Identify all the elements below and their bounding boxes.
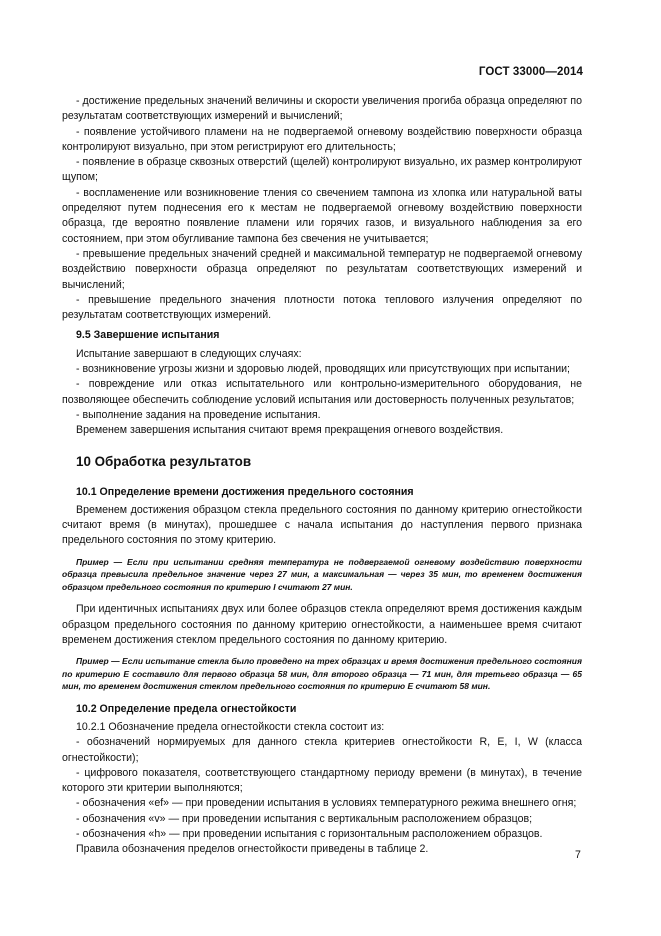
list-item: - цифрового показателя, соответствующего стандартному периоду времени (в минутах), в течение которого эти критерии выполняются; [62, 766, 582, 795]
page-number: 7 [575, 849, 581, 861]
document-body [62, 94, 582, 858]
paragraph: При идентичных испытаниях двух или более образцов стекла определяют время достижения каждым образцом предельного состояния по данному критерию огнестойкости, а наименьшее время считают временем достижения стеклом предельного состояния по данному критерию. [62, 603, 582, 646]
list-item: - выполнение задания на проведение испытания. [76, 408, 321, 421]
list-item: - повреждение или отказ испытательного или контрольно-измерительного оборудования, не позволяющее обеспечить соблюдение условий испытания или достоверность полученных результатов; [62, 378, 582, 406]
paragraph: Временем завершения испытания считают время прекращения огневого воздействия. [76, 424, 504, 437]
list-item: - возникновение угрозы жизни и здоровью людей, проводящих или присутствующих при испытании; [76, 363, 570, 376]
example-note: Пример — Если при испытании средняя температура не подвергаемой огневому воздействию поверхности образца превысила предельное значение через 27 мин, а максимальная — через 35 мин, то временем достижения образцом предельного состояния по критерию I считают 27 мин. [62, 556, 582, 592]
list-item: - обозначения «v» — при проведении испытания с вертикальным расположением образцов; [76, 812, 533, 825]
list-item: - обозначения «ef» — при проведении испытания в условиях температурного режима внешнего огня; [76, 797, 577, 810]
list-item: - воспламенение или возникновение тления со свечением тампона из хлопка или натуральной ваты определяют путем поднесения его к местам не подвергаемой огневому воздействию поверхности образца, где вероятно появление пламени или горячих газов, и визуального наблюдения за его состоянием, при этом обугливание тампона без свечения не учитывается; [62, 186, 582, 245]
list-item: - обозначений нормируемых для данного стекла критериев огнестойкости R, E, I, W (класса огнестойкости); [62, 736, 582, 764]
list-item: - появление в образце сквозных отверстий (щелей) контролируют визуально, их размер контролируют щупом; [62, 156, 582, 184]
document-code: ГОСТ 33000—2014 [478, 66, 583, 78]
subsection-heading-9-5: 9.5 Завершение испытания [76, 329, 220, 342]
list-item: - превышение предельного значения плотности потока теплового излучения определяют по результатам соответствующих измерений. [62, 293, 582, 322]
section-heading-10: 10 Обработка результатов [76, 453, 252, 469]
example-note: Пример — Если испытание стекла было проведено на трех образцах и время достижения предельного состояния по критерию E составило для первого образца 58 мин, для второго образца — 71 мин, для третьего образца — 65 мин, то временем достижения стеклом предельного состояния по критерию E считают 58 мин. [62, 656, 582, 692]
list-item: - превышение предельных значений средней и максимальной температур не подвергаемой огневому воздействию поверхности образца определяют по результатам соответствующих измерений и вычислений; [62, 247, 582, 291]
subsection-heading-10-2: 10.2 Определение предела огнестойкости [76, 702, 297, 715]
list-item: - обозначения «h» — при проведении испытания с горизонтальным расположением образцов. [76, 827, 543, 840]
paragraph: Испытание завершают в следующих случаях: [76, 347, 302, 360]
paragraph: Правила обозначения пределов огнестойкости приведены в таблице 2. [76, 843, 429, 856]
list-item: - появление устойчивого пламени на не подвергаемой огневому воздействию поверхности образца контролируют визуально, при этом регистрируют его длительность; [62, 125, 582, 153]
list-item: - достижение предельных значений величины и скорости увеличения прогиба образца определяют по результатам соответствующих измерений и вычислений; [62, 95, 582, 123]
paragraph: 10.2.1 Обозначение предела огнестойкости стекла состоит из: [76, 720, 385, 733]
subsection-heading-10-1: 10.1 Определение времени достижения предельного состояния [76, 485, 414, 498]
paragraph: Временем достижения образцом стекла предельного состояния по данному критерию огнестойкости считают время (в минутах), прошедшее с начала испытания до наступления первого признака предельного состояния по этому критерию. [62, 503, 582, 547]
